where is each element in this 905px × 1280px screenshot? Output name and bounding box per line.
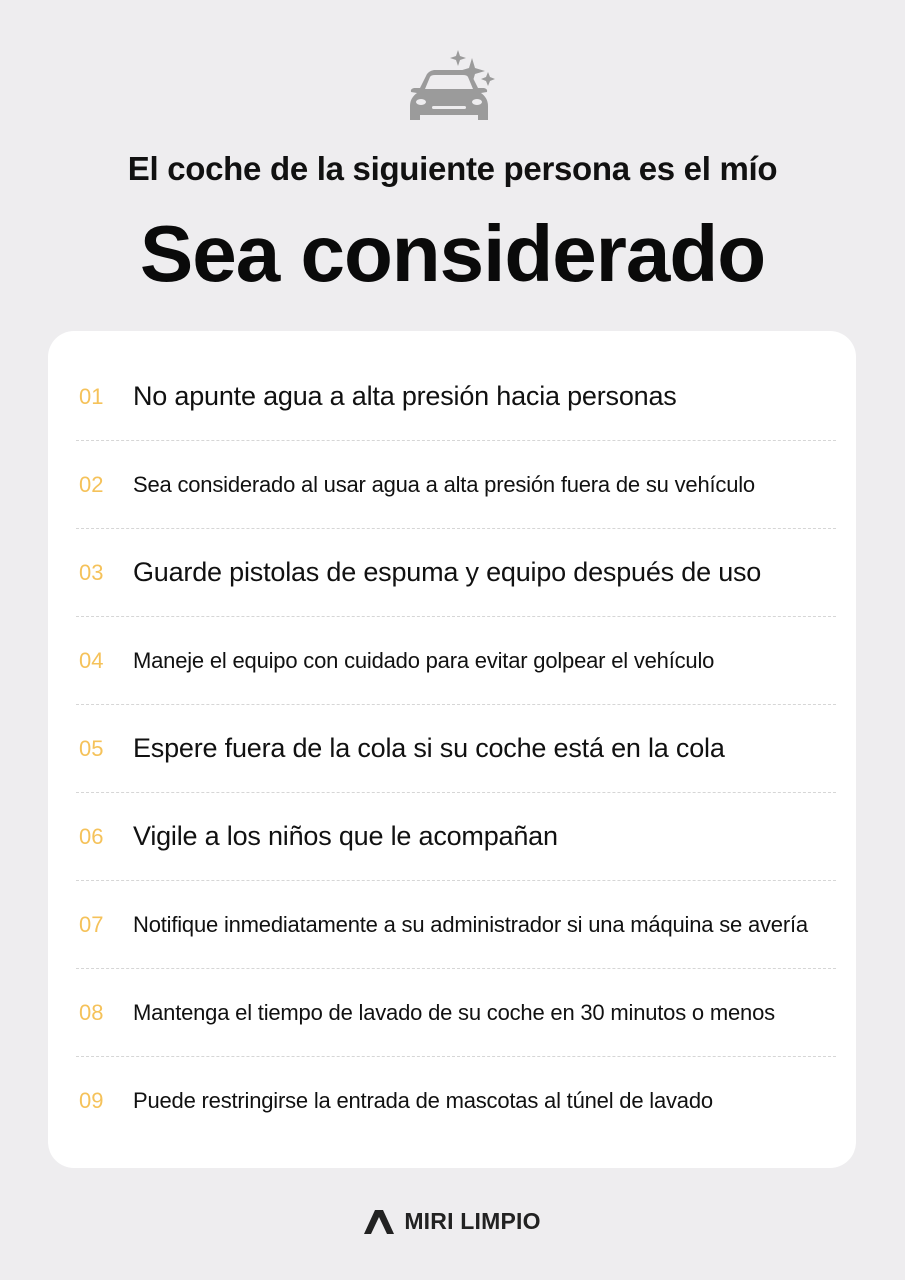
rule-text: Vigile a los niños que le acompañan	[133, 821, 558, 851]
rule-text: Espere fuera de la cola si su coche está en la cola	[133, 733, 725, 763]
rule-number: 08	[79, 999, 104, 1025]
rule-text: Sea considerado al usar agua a alta presión fuera de su vehículo	[133, 471, 755, 497]
rule-item	[76, 793, 836, 881]
rule-number: 01	[79, 383, 104, 409]
rule-number: 04	[79, 647, 104, 673]
rule-item	[76, 353, 836, 441]
rule-number: 05	[79, 735, 104, 761]
rule-number: 06	[79, 823, 104, 849]
rule-number: 02	[79, 471, 104, 497]
page-title: Sea considerado	[139, 209, 766, 298]
rule-number: 09	[79, 1088, 104, 1113]
car-sparkle-icon	[404, 46, 500, 124]
rule-text: Puede restringirse la entrada de mascotas al túnel de lavado	[133, 1088, 713, 1113]
rule-item	[76, 1057, 836, 1145]
brand-footer	[0, 1208, 905, 1235]
rule-item	[76, 617, 836, 705]
rule-text: Maneje el equipo con cuidado para evitar golpear el vehículo	[133, 647, 715, 673]
rule-text: Guarde pistolas de espuma y equipo después de uso	[133, 557, 762, 587]
brand-name: MIRI LIMPIO	[404, 1208, 541, 1234]
rule-item	[76, 529, 836, 617]
rule-item	[76, 441, 836, 529]
rule-number: 07	[79, 911, 104, 937]
rule-item	[76, 705, 836, 793]
rule-item	[76, 969, 836, 1057]
triangle-logo-icon	[364, 1209, 394, 1235]
rule-text: Mantenga el tiempo de lavado de su coche en 30 minutos o menos	[133, 999, 775, 1025]
rule-text: No apunte agua a alta presión hacia personas	[133, 381, 677, 411]
rule-number: 03	[79, 559, 104, 585]
subtitle: El coche de la siguiente persona es el mío	[127, 150, 778, 187]
rule-text: Notifique inmediatamente a su administrador si una máquina se avería	[133, 911, 808, 937]
rule-item	[76, 881, 836, 969]
rules-card	[48, 331, 856, 1168]
